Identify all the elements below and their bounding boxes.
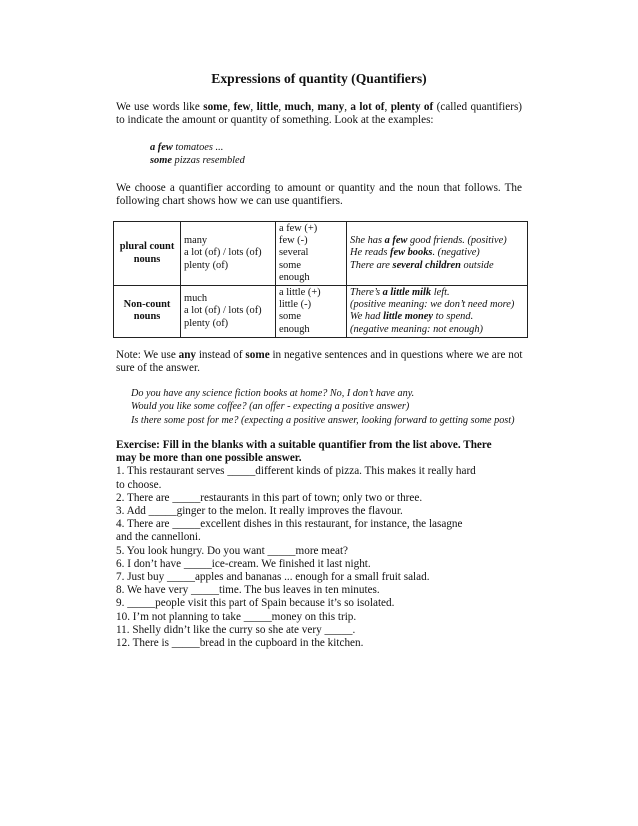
example-quantifier: some	[150, 155, 172, 167]
keyword-any: any	[178, 349, 197, 361]
question-example: Do you have any science fiction books at home? No, I don’t have any.	[131, 388, 415, 399]
intro-text-start: We use words like	[116, 101, 200, 113]
quantifier-table	[113, 221, 528, 338]
note-text: in negative sentences and in questions where we are not sure of the answer.	[116, 349, 523, 375]
keyword-many: many	[317, 101, 345, 113]
question-example: Would you like some coffee? (an offer - expecting a positive answer)	[131, 401, 410, 413]
intro-text-end: (called quantifiers) to indicate the amount or quantity of something. Look at the examples:	[116, 101, 523, 127]
keyword-some: some	[245, 349, 270, 361]
row-header-line: plural count	[119, 241, 175, 253]
cell-line: a little (+)	[279, 287, 321, 299]
cell-line	[350, 247, 524, 259]
cell-line	[350, 235, 524, 247]
nouns-cell	[181, 222, 276, 286]
example-part: . (negative)	[432, 247, 480, 259]
row-header-line: nouns	[133, 311, 161, 323]
note-paragraph	[116, 349, 526, 375]
note-text: instead of	[196, 349, 246, 361]
exercise-line: 10. I’m not planning to take _____money on this trip.	[116, 610, 357, 623]
cell-line: a few (+)	[279, 223, 318, 234]
example-part: We had	[350, 311, 384, 323]
cell-line: few (-)	[279, 235, 308, 247]
keyword-much: much	[284, 101, 312, 113]
example-bold: a little milk	[382, 287, 432, 299]
row-header-line: Non-count	[123, 299, 171, 311]
exercise-line: 6. I don’t have _____ice-cream. We finished it last night.	[116, 557, 371, 570]
exercise-section	[116, 439, 516, 650]
note-text: Note: We use	[116, 349, 179, 361]
exercise-line: 1. This restaurant serves _____different kinds of pizza. This makes it really hard	[116, 465, 476, 478]
row-header-noncount	[114, 286, 181, 338]
cell-line: some	[279, 311, 301, 323]
keyword-plenty-of: plenty of	[390, 101, 434, 113]
table-row	[114, 286, 528, 338]
example-bold: a few	[384, 235, 408, 247]
exercise-heading: Exercise: Fill in the blanks with a suitable quantifier from the list above. There	[116, 439, 492, 451]
exercise-line: 7. Just buy _____apples and bananas ... enough for a small fruit salad.	[116, 571, 430, 584]
keyword-little: little	[256, 101, 279, 113]
cell-line: several	[279, 247, 309, 259]
intro-paragraph: We use words like some, few, little, much, many, a lot of, plenty of (called quantifiers) to indicate the amount or quantity of something. Look at the examples:	[116, 101, 523, 127]
example-quantifier: a few	[150, 142, 173, 153]
exercise-line: 2. There are _____restaurants in this part of town; only two or three.	[116, 491, 423, 504]
exercise-line: 3. Add _____ginger to the melon. It really improves the flavour.	[116, 505, 403, 518]
cell-line: little (-)	[279, 299, 312, 311]
quantifiers-cell	[276, 222, 347, 286]
cell-line: much	[184, 293, 208, 305]
cell-line: enough	[279, 271, 310, 283]
exercise-line: 12. There is _____bread in the cupboard in the kitchen.	[116, 637, 364, 650]
example-bold: little money	[383, 311, 434, 323]
cell-line: some	[279, 259, 301, 271]
cell-line: enough	[279, 323, 310, 335]
cell-line	[350, 299, 524, 311]
example-part: to spend.	[433, 311, 474, 323]
exercise-line: to choose.	[116, 478, 162, 491]
example-part: outside	[460, 259, 494, 271]
chart-intro: We choose a quantifier according to amount or quantity and the noun that follows. The following chart shows how we can use quantifiers.	[116, 182, 522, 208]
example-line	[150, 141, 245, 154]
example-part: (positive meaning: we don’t need more)	[350, 299, 515, 311]
example-text: tomatoes ...	[172, 142, 224, 153]
exercise-line: 5. You look hungry. Do you want _____more meat?	[116, 544, 349, 557]
cell-line	[350, 311, 524, 323]
question-example: Is there some post for me? (expecting a positive answer, looking forward to getting some post)	[131, 414, 515, 426]
cell-line	[350, 260, 524, 272]
example-part: She has	[350, 235, 385, 247]
example-text: pizzas resembled	[171, 155, 245, 167]
question-examples	[131, 387, 515, 427]
nouns-cell	[181, 286, 276, 338]
exercise-heading: may be more than one possible answer.	[116, 452, 302, 465]
cell-line: a lot (of) / lots (of)	[184, 247, 262, 259]
example-part: good friends. (positive)	[407, 235, 507, 247]
cell-line	[350, 287, 524, 299]
example-part: He reads	[350, 247, 391, 259]
example-part: (negative meaning: not enough)	[350, 323, 484, 335]
page-title: Expressions of quantity (Quantifiers)	[211, 71, 427, 86]
cell-line: many	[184, 235, 208, 247]
cell-line: a lot (of) / lots (of)	[184, 305, 262, 317]
exercise-line: 11. Shelly didn’t like the curry so she ate very _____.	[116, 623, 356, 636]
examples-list	[150, 141, 245, 168]
cell-line: plenty (of)	[184, 317, 229, 329]
exercise-line: 4. There are _____excellent dishes in this restaurant, for instance, the lasagne	[116, 518, 463, 531]
keyword-a-lot-of: a lot of	[350, 101, 385, 113]
keyword-some: some	[203, 101, 228, 113]
example-bold: several children	[392, 259, 461, 271]
cell-line: plenty (of)	[184, 259, 229, 271]
quantifiers-cell	[276, 286, 347, 338]
exercise-line: 9. _____people visit this part of Spain because it’s so isolated.	[116, 597, 395, 610]
exercise-line: 8. We have very _____time. The bus leaves in ten minutes.	[116, 584, 380, 597]
row-header-plural	[114, 222, 181, 286]
example-line	[150, 154, 245, 167]
examples-cell	[347, 222, 528, 286]
cell-line	[350, 324, 524, 336]
table-row	[114, 222, 528, 286]
examples-cell	[347, 286, 528, 338]
example-bold: few books	[390, 247, 433, 259]
row-header-line: nouns	[133, 253, 161, 265]
keyword-few: few	[233, 101, 251, 113]
example-part: There are	[350, 259, 393, 271]
example-part: left.	[431, 287, 450, 299]
exercise-line: and the cannelloni.	[116, 531, 201, 544]
example-part: There’s	[350, 287, 383, 299]
